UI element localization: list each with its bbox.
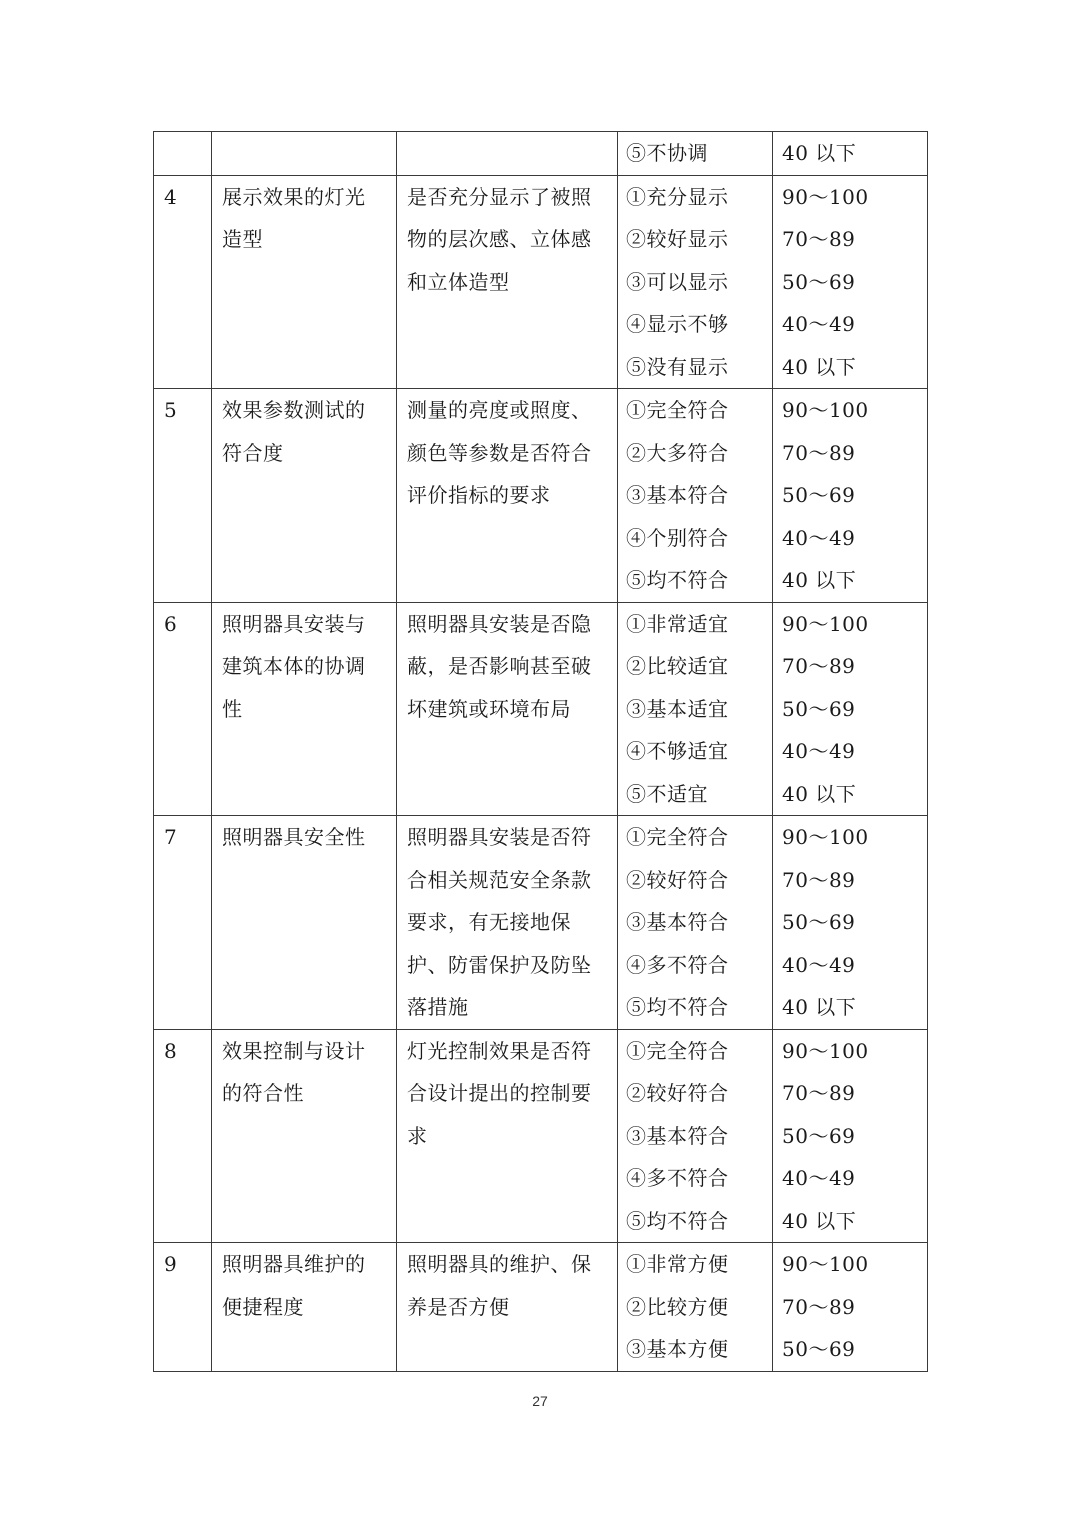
evaluation-item-cell: 照明器具维护的便捷程度: [212, 1243, 397, 1372]
score-range: 40 以下: [782, 354, 857, 379]
score-range: 40 以下: [782, 781, 857, 806]
score-cell: [773, 175, 928, 389]
grade-level: ②比较方便: [626, 1294, 729, 1319]
score-range: 50～69: [782, 483, 856, 507]
evaluation-item-cell: 效果控制与设计的符合性: [212, 1029, 397, 1243]
grade-level: ⑤均不符合: [626, 568, 729, 592]
score-cell: [773, 389, 928, 603]
grade-cell: [618, 389, 773, 603]
score-cell: [773, 1029, 928, 1243]
grade-level: ②比较适宜: [626, 654, 729, 678]
score-range: 40～49: [782, 952, 856, 977]
row-index-cell: [154, 132, 212, 176]
grade-level: ⑤不协调: [626, 141, 708, 165]
evaluation-table-body: [154, 132, 928, 1372]
table-row: [154, 132, 928, 176]
score-range: 50～69: [782, 1337, 856, 1361]
grade-level: ④不够适宜: [626, 739, 729, 763]
evaluation-table: [153, 131, 928, 1372]
grade-level: ②大多符合: [626, 440, 729, 465]
score-range: 70～89: [782, 654, 856, 678]
table-row: [154, 389, 928, 603]
table-row: [154, 1029, 928, 1243]
criteria-cell: [397, 132, 618, 176]
grade-level: ④个别符合: [626, 525, 729, 550]
grade-level: ③基本方便: [626, 1337, 729, 1361]
score-range: 50～69: [782, 269, 856, 294]
evaluation-item-cell: 照明器具安全性: [212, 816, 397, 1030]
row-index-cell: 8: [154, 1029, 212, 1243]
score-range: 50～69: [782, 910, 856, 934]
grade-level: ⑤均不符合: [626, 1208, 729, 1233]
table-row: [154, 1243, 928, 1372]
grade-level: ②较好显示: [626, 227, 729, 251]
grade-level: ④多不符合: [626, 1166, 729, 1190]
score-range: 70～89: [782, 1081, 856, 1105]
grade-level: ②较好符合: [626, 867, 729, 892]
grade-level: ①非常适宜: [626, 611, 729, 636]
grade-level: ①完全符合: [626, 398, 729, 422]
row-index-cell: 9: [154, 1243, 212, 1372]
score-range: 90～100: [782, 398, 869, 422]
score-range: 50～69: [782, 1123, 856, 1148]
grade-cell: [618, 602, 773, 816]
score-range: 40～49: [782, 525, 856, 550]
score-range: 40～49: [782, 312, 856, 336]
grade-level: ①完全符合: [626, 825, 729, 849]
grade-level: ①非常方便: [626, 1252, 729, 1276]
evaluation-item-cell: 效果参数测试的符合度: [212, 389, 397, 603]
criteria-cell: 照明器具安装是否隐蔽，是否影响甚至破坏建筑或环境布局: [397, 602, 618, 816]
grade-level: ③基本符合: [626, 910, 729, 934]
grade-level: ③基本符合: [626, 1123, 729, 1148]
score-range: 90～100: [782, 184, 869, 209]
grade-level: ⑤不适宜: [626, 781, 708, 806]
table-row: [154, 816, 928, 1030]
score-range: 40～49: [782, 739, 856, 763]
score-range: 70～89: [782, 227, 856, 251]
evaluation-item-cell: 展示效果的灯光造型: [212, 175, 397, 389]
score-range: 90～100: [782, 825, 869, 849]
evaluation-item-cell: [212, 132, 397, 176]
row-index-cell: 7: [154, 816, 212, 1030]
score-range: 70～89: [782, 1294, 856, 1319]
score-range: 50～69: [782, 696, 856, 721]
criteria-cell: 灯光控制效果是否符合设计提出的控制要求: [397, 1029, 618, 1243]
grade-cell: [618, 132, 773, 176]
criteria-cell: 照明器具安装是否符合相关规范安全条款要求，有无接地保护、防雷保护及防坠落措施: [397, 816, 618, 1030]
score-range: 70～89: [782, 440, 856, 465]
grade-cell: [618, 175, 773, 389]
grade-level: ④显示不够: [626, 312, 729, 336]
row-index-cell: 4: [154, 175, 212, 389]
grade-level: ②较好符合: [626, 1081, 729, 1105]
grade-cell: [618, 1029, 773, 1243]
score-range: 70～89: [782, 867, 856, 892]
criteria-cell: 测量的亮度或照度、颜色等参数是否符合评价指标的要求: [397, 389, 618, 603]
grade-level: ⑤没有显示: [626, 354, 729, 379]
criteria-cell: 是否充分显示了被照物的层次感、立体感和立体造型: [397, 175, 618, 389]
score-range: 90～100: [782, 1252, 869, 1276]
grade-level: ③可以显示: [626, 269, 729, 294]
score-range: 40～49: [782, 1166, 856, 1190]
score-range: 90～100: [782, 611, 869, 636]
grade-level: ①充分显示: [626, 184, 729, 209]
grade-level: ①完全符合: [626, 1038, 729, 1063]
score-range: 40 以下: [782, 1208, 857, 1233]
grade-cell: [618, 1243, 773, 1372]
score-cell: [773, 1243, 928, 1372]
grade-level: ⑤均不符合: [626, 995, 729, 1019]
grade-level: ③基本符合: [626, 483, 729, 507]
score-range: 90～100: [782, 1038, 869, 1063]
score-cell: [773, 132, 928, 176]
grade-level: ④多不符合: [626, 952, 729, 977]
row-index-cell: 5: [154, 389, 212, 603]
evaluation-item-cell: 照明器具安装与建筑本体的协调性: [212, 602, 397, 816]
table-row: [154, 602, 928, 816]
score-range: 40 以下: [782, 995, 857, 1019]
score-cell: [773, 602, 928, 816]
table-row: [154, 175, 928, 389]
score-cell: [773, 816, 928, 1030]
row-index-cell: 6: [154, 602, 212, 816]
grade-cell: [618, 816, 773, 1030]
criteria-cell: 照明器具的维护、保养是否方便: [397, 1243, 618, 1372]
score-range: 40 以下: [782, 568, 857, 592]
page-number: 27: [532, 1393, 548, 1409]
grade-level: ③基本适宜: [626, 696, 729, 721]
score-range: 40 以下: [782, 141, 857, 165]
